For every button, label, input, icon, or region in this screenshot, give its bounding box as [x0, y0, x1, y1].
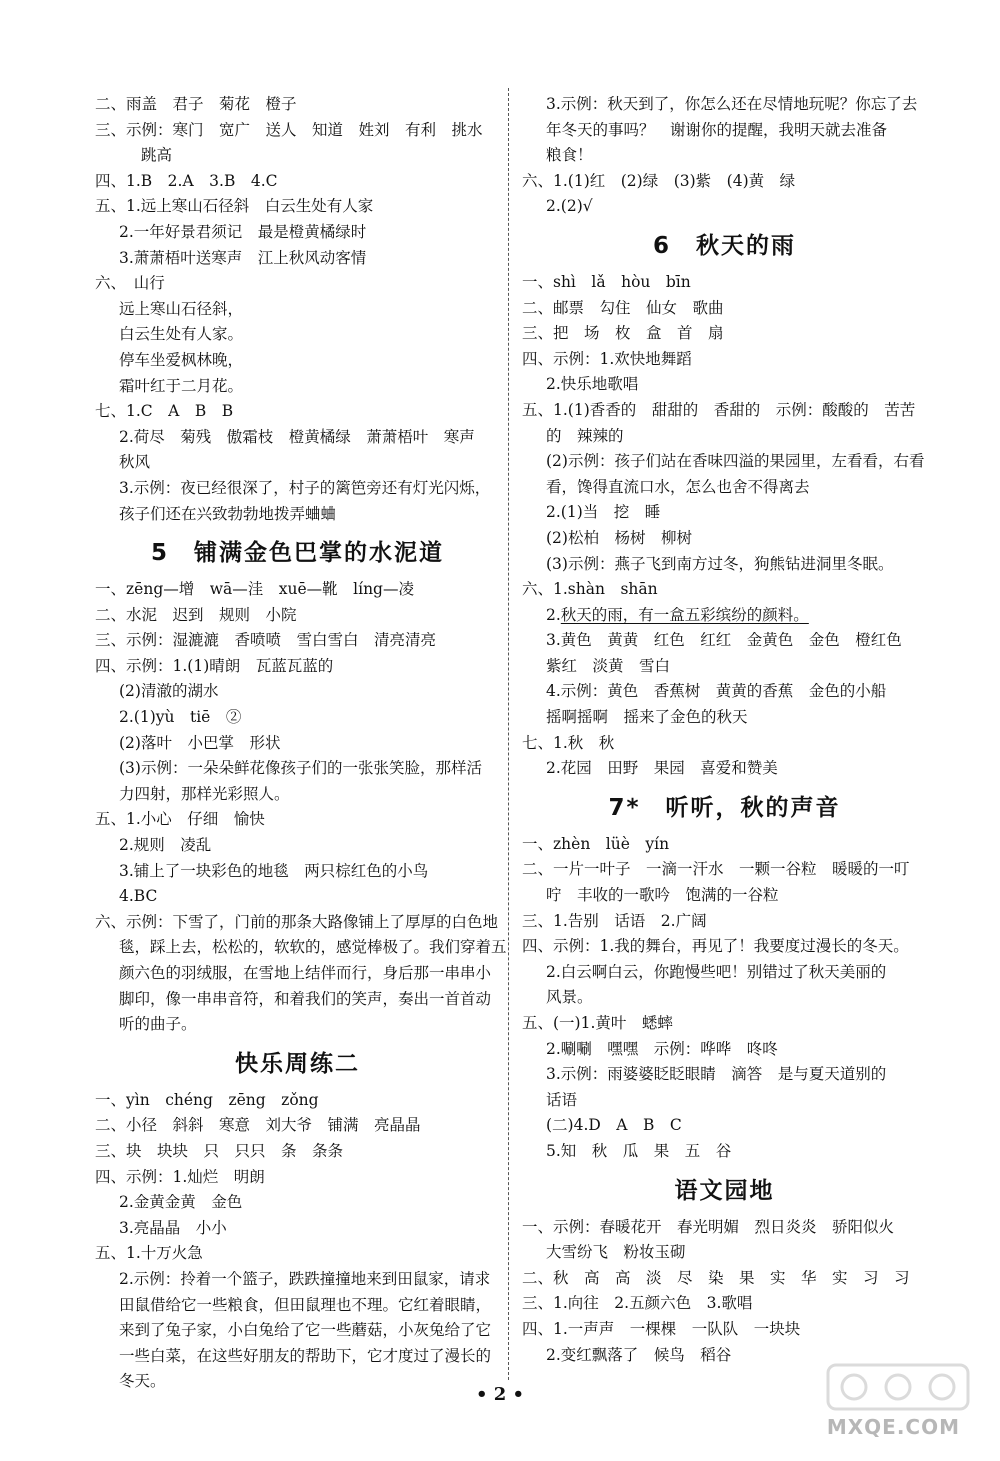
answer-text: 三、示例：湿漉漉 香喷喷 雪白雪白 清亮清亮	[95, 631, 437, 650]
answer-text: 三、把 场 枚 盒 首 扇	[522, 324, 724, 343]
answer-line	[522, 603, 927, 629]
answer-text: 六、 山行	[95, 274, 165, 293]
answer-text: 5 铺满金色巴掌的水泥道	[150, 540, 444, 567]
answer-line	[522, 1088, 927, 1114]
answer-line	[95, 271, 500, 297]
answer-line	[95, 679, 500, 705]
answer-text: 二、小径 斜斜 寒意 刘大爷 铺满 亮晶晶	[95, 1116, 421, 1135]
answer-text: (2)示例：孩子们站在香味四溢的果园里，左看看，右看	[546, 452, 925, 471]
answer-text: 四、示例：1.(1)晴朗 瓦蓝瓦蓝的	[95, 656, 334, 675]
section-heading	[522, 786, 927, 830]
answer-text: 年冬天的事吗？ 谢谢你的提醒，我明天就去准备	[546, 120, 888, 139]
answer-text: 紫红 淡黄 雪白	[546, 656, 671, 675]
answer-text: 2.规则 凌乱	[119, 836, 212, 855]
answer-text: 七、1.秋 秋	[522, 733, 615, 752]
section-heading	[522, 224, 927, 268]
answer-text: (2)清澈的湖水	[119, 682, 219, 701]
answer-line	[95, 1012, 500, 1038]
answer-line	[522, 270, 927, 296]
answer-line	[95, 194, 500, 220]
answer-text: 跳高	[141, 146, 173, 165]
answer-text: 五、1.小心 仔细 愉快	[95, 810, 265, 829]
answer-text: 2.金黄金黄 金色	[119, 1193, 243, 1212]
answer-text: 4.示例：黄色 香蕉树 黄黄的香蕉 金色的小船	[546, 682, 887, 701]
answer-text: 3.示例：夜已经很深了，村子的篱笆旁还有灯光闪烁，	[119, 478, 491, 497]
answer-text: 2.(2)√	[546, 197, 593, 216]
answer-text: 四、1.B 2.A 3.B 4.C	[95, 171, 278, 190]
answer-text: 颜六色的羽绒服，在雪地上结伴而行，身后那一串串小	[119, 964, 492, 982]
answer-line	[95, 1113, 500, 1139]
answer-line	[95, 628, 500, 654]
answer-text: 的 辣辣的	[546, 426, 624, 445]
answer-line	[522, 398, 927, 424]
answer-text: (3)示例：燕子飞到南方过冬，狗熊钻进洞里冬眠。	[546, 554, 894, 573]
answer-text: 快乐周练二	[235, 1050, 360, 1077]
answer-text: 2.	[546, 605, 561, 624]
answer-line	[95, 731, 500, 757]
answer-text: 霜叶红于二月花。	[119, 376, 244, 395]
answer-line	[522, 1113, 927, 1139]
right-column	[522, 92, 927, 1368]
answer-line	[95, 425, 500, 451]
answer-text: 六、1.shàn shān	[522, 580, 658, 599]
answer-text: 六、1.(1)红 (2)绿 (3)紫 (4)黄 绿	[522, 171, 796, 190]
answer-line	[95, 1165, 500, 1191]
answer-line	[95, 348, 500, 374]
answer-line	[95, 910, 500, 936]
answer-line	[522, 1240, 927, 1266]
answer-line	[522, 372, 927, 398]
answer-text: 一、zhèn lüè yín	[522, 834, 670, 853]
answer-text: 三、示例：寒门 宽广 送人 知道 姓刘 有利 挑水	[95, 120, 483, 139]
section-heading	[95, 1042, 500, 1086]
section-heading	[95, 531, 500, 575]
answer-text: 三、1.告别 话语 2.广阔	[522, 911, 707, 930]
answer-text: 3.示例：雨婆婆眨眨眼睛 滴答 是与夏天道别的	[546, 1065, 887, 1084]
answer-text: 七、1.C A B B	[95, 402, 234, 421]
answer-line	[95, 705, 500, 731]
answer-text: 2.示例：拎着一个篮子，跌跌撞撞地来到田鼠家，请求	[119, 1269, 491, 1288]
answer-line	[95, 756, 500, 782]
answer-line	[95, 833, 500, 859]
answer-line	[95, 143, 500, 169]
answer-text: 远上寒山石径斜，	[119, 299, 244, 318]
answer-line	[522, 1139, 927, 1165]
answer-line	[95, 1344, 500, 1370]
answer-text: 2.荷尽 菊残 傲霜枝 橙黄橘绿 萧萧梧叶 寒声	[119, 427, 475, 446]
watermark-text: MXQE.COM	[826, 1415, 960, 1439]
answer-line	[522, 1011, 927, 1037]
answer-text: 一些白菜，在这些好朋友的帮助下，它才度过了漫长的	[119, 1346, 492, 1365]
answer-text: 四、示例：1.欢快地舞蹈	[522, 349, 692, 368]
answer-text: 二、一片一叶子 一滴一汗水 一颗一谷粒 暖暖的一叮	[522, 860, 910, 879]
answer-line	[522, 143, 927, 169]
answer-line	[95, 399, 500, 425]
answer-line	[522, 1317, 927, 1343]
answer-text: 力四射，那样光彩照人。	[119, 784, 290, 803]
answer-text: 2.唰唰 嘿嘿 示例：哗哗 咚咚	[546, 1039, 778, 1058]
answer-line	[522, 628, 927, 654]
answer-text: 冬天。	[119, 1372, 166, 1391]
answer-text: 2.花园 田野 果园 喜爱和赞美	[546, 759, 778, 778]
answer-text: 3.亮晶晶 小小	[119, 1218, 227, 1237]
answer-text: 一、yìn chéng zēng zǒng	[95, 1090, 319, 1109]
answer-text: 5.知 秋 瓜 果 五 谷	[546, 1141, 732, 1160]
answer-text: (2)落叶 小巴掌 形状	[119, 733, 281, 752]
underlined-answer: 秋天的雨，有一盒五彩缤纷的颜料。	[560, 605, 809, 624]
answer-text: 毯，踩上去，松松的，软软的，感觉棒极了。我们穿着五	[119, 938, 507, 957]
answer-line	[522, 296, 927, 322]
answer-line	[522, 194, 927, 220]
answer-text: 2.白云啊白云，你跑慢些吧！别错过了秋天美丽的	[546, 962, 887, 981]
answer-line	[95, 374, 500, 400]
answer-line	[522, 118, 927, 144]
answer-line	[95, 322, 500, 348]
answer-line	[522, 424, 927, 450]
answer-line	[522, 909, 927, 935]
answer-line	[95, 450, 500, 476]
answer-line	[522, 169, 927, 195]
answer-text: 2.(1)yù tiē ②	[119, 708, 242, 727]
answer-text: 咛 丰收的一歌吟 饱满的一谷粒	[546, 886, 779, 905]
column-divider	[508, 88, 509, 1380]
answer-line	[95, 1139, 500, 1165]
answer-text: 听的曲子。	[119, 1015, 197, 1034]
answer-line	[522, 552, 927, 578]
answer-text: 4.BC	[119, 887, 158, 906]
answer-line	[522, 705, 927, 731]
answer-text: 二、水泥 迟到 规则 小院	[95, 605, 297, 624]
answer-line	[95, 169, 500, 195]
answer-text: (3)示例：一朵朵鲜花像孩子们的一张张笑脸，那样活	[119, 759, 482, 778]
answer-text: 五、1.远上寒山石径斜 白云生处有人家	[95, 197, 374, 216]
answer-line	[95, 782, 500, 808]
answer-line	[95, 476, 500, 502]
answer-text: 3.萧萧梧叶送寒声 江上秋风动客情	[119, 248, 367, 267]
answer-text: 2.快乐地歌唱	[546, 375, 639, 394]
answer-text: 五、(一)1.黄叶 蟋蟀	[522, 1014, 673, 1032]
answer-line	[95, 502, 500, 528]
section-heading	[522, 1169, 927, 1213]
answer-line	[95, 577, 500, 603]
answer-line	[522, 1266, 927, 1292]
answer-text: 2.变红飘落了 候鸟 稻谷	[546, 1345, 732, 1364]
answer-text: 三、块 块块 只 只只 条 条条	[95, 1141, 344, 1160]
answer-line	[522, 934, 927, 960]
answer-text: 3.黄色 黄黄 红色 红红 金黄色 金色 橙红色	[546, 631, 902, 650]
answer-text: 来到了兔子家，小白兔给了它一些蘑菇，小灰兔给了它	[119, 1321, 492, 1340]
answer-text: 白云生处有人家。	[119, 325, 244, 344]
answer-line	[95, 987, 500, 1013]
answer-line	[95, 1293, 500, 1319]
answer-text: 摇啊摇啊 摇来了金色的秋天	[546, 708, 748, 727]
answer-text: 五、1.(1)香香的 甜甜的 香甜的 示例：酸酸的 苦苦	[522, 400, 916, 419]
answer-line	[522, 1062, 927, 1088]
answer-line	[95, 1216, 500, 1242]
answer-text: 秋风	[119, 453, 151, 472]
answer-line	[522, 577, 927, 603]
answer-line	[95, 246, 500, 272]
answer-line	[522, 756, 927, 782]
answer-line	[95, 1318, 500, 1344]
answer-line	[95, 935, 507, 961]
answer-text: 脚印，像一串串音符，和着我们的笑声，奏出一首首动	[119, 989, 492, 1008]
answer-text: 话语	[546, 1090, 578, 1109]
answer-text: 7* 听听，秋的声音	[608, 794, 841, 821]
answer-line	[522, 679, 927, 705]
answer-text: 2.(1)当 挖 睡	[546, 503, 661, 522]
answer-line	[95, 220, 500, 246]
answer-text: (二)4.D A B C	[546, 1116, 682, 1135]
answer-text: 二、雨盖 君子 菊花 橙子	[95, 95, 297, 113]
answer-line	[522, 347, 927, 373]
answer-text: 看，馋得直流口水，怎么也舍不得离去	[546, 477, 810, 496]
answer-text: 风景。	[546, 988, 593, 1007]
answer-line	[522, 321, 927, 347]
answer-text: 粮食！	[546, 146, 593, 165]
answer-line	[95, 884, 500, 910]
answer-line	[95, 1088, 500, 1114]
answer-line	[522, 526, 927, 552]
answer-line	[522, 449, 927, 475]
answer-text: 四、示例：1.我的舞台，再见了！我要度过漫长的冬天。	[522, 937, 909, 956]
answer-text: 田鼠借给它一些粮食，但田鼠理也不理。它红着眼睛，	[119, 1295, 492, 1314]
answer-line	[522, 1291, 927, 1317]
answer-text: 二、秋 高 高 淡 尽 染 果 实 华 实 习 习	[522, 1268, 910, 1287]
answer-line	[522, 475, 927, 501]
answer-line	[95, 654, 500, 680]
answer-line	[95, 92, 500, 118]
answer-line	[95, 859, 500, 885]
page-number: • 2 •	[475, 1384, 525, 1405]
answer-text: 3.铺上了一块彩色的地毯 两只棕红色的小鸟	[119, 861, 429, 880]
answer-line	[522, 857, 927, 883]
answer-line	[95, 603, 500, 629]
answer-line	[522, 1037, 927, 1063]
answer-line	[522, 832, 927, 858]
answer-line	[95, 807, 500, 833]
answer-text: 停车坐爱枫林晚，	[119, 350, 244, 369]
answer-line	[522, 92, 927, 118]
answer-text: 一、shì lǎ hòu bīn	[522, 272, 691, 291]
answer-text: (2)松柏 杨树 柳树	[546, 528, 692, 547]
answer-text: 六、示例：下雪了，门前的那条大路像铺上了厚厚的白色地	[95, 912, 499, 931]
answer-text: 五、1.十万火急	[95, 1244, 203, 1263]
answer-text: 三、1.向往 2.五颜六色 3.歌唱	[522, 1294, 753, 1313]
answer-line	[522, 1215, 927, 1241]
answer-text: 大雪纷飞 粉妆玉砌	[546, 1243, 686, 1262]
answer-line	[522, 960, 927, 986]
answer-line	[95, 1267, 500, 1293]
answer-line	[95, 961, 500, 987]
answer-text: 一、zēng—增 wā—洼 xuē—靴 líng—凌	[95, 580, 414, 599]
answer-text: 四、1.一声声 一棵棵 一队队 一块块	[522, 1319, 801, 1338]
answer-text: 四、示例：1.灿烂 明朗	[95, 1167, 265, 1186]
answer-text: 语文园地	[674, 1177, 775, 1204]
answer-text: 3.示例：秋天到了，你怎么还在尽情地玩呢？你忘了去	[546, 95, 918, 113]
answer-line	[95, 118, 500, 144]
answer-line	[95, 1190, 500, 1216]
answer-line	[522, 500, 927, 526]
answer-text: 二、邮票 勾住 仙女 歌曲	[522, 298, 724, 317]
answer-text: 2.一年好景君须记 最是橙黄橘绿时	[119, 222, 367, 241]
left-column	[95, 92, 507, 1395]
answer-line	[522, 731, 927, 757]
answer-line	[95, 297, 500, 323]
answer-text: 一、示例：春暖花开 春光明媚 烈日炎炎 骄阳似火	[522, 1217, 895, 1236]
answer-line	[522, 985, 927, 1011]
answer-line	[522, 654, 927, 680]
answer-text: 6 秋天的雨	[652, 232, 796, 259]
answer-text: 孩子们还在兴致勃勃地拨弄蛐蛐	[119, 504, 337, 523]
answer-line	[95, 1241, 500, 1267]
answer-line	[522, 883, 927, 909]
